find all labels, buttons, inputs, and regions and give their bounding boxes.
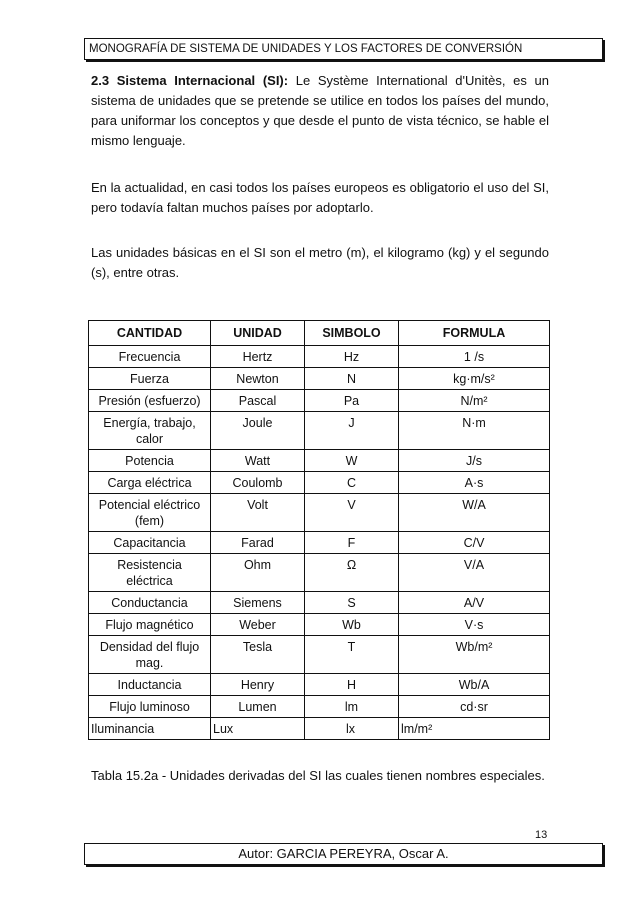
cell-formula: A·s [399,472,550,494]
cell-simbolo: N [305,368,399,390]
cell-formula: N·m [399,412,550,450]
cell-simbolo: Hz [305,346,399,368]
cell-simbolo: T [305,636,399,674]
cell-cantidad: Carga eléctrica [89,472,211,494]
cell-cantidad: Flujo luminoso [89,696,211,718]
cell-cantidad: Resistencia eléctrica [89,554,211,592]
table-row [89,592,550,614]
cell-cantidad: Presión (esfuerzo) [89,390,211,412]
cell-formula: N/m² [399,390,550,412]
cell-formula: A/V [399,592,550,614]
table-row [89,636,550,674]
cell-simbolo: F [305,532,399,554]
cell-formula: W/A [399,494,550,532]
cell-cantidad: Densidad del flujo mag. [89,636,211,674]
cell-formula: Wb/m² [399,636,550,674]
paragraph-text: Le Système International d'Unitès, es un sistema de unidades que se pretende se utilice en todos los países del mundo, para uniformar los conceptos y que desde el punto de vista técnico, se hable el mismo lenguaje. [91,73,549,148]
cell-unidad: Farad [211,532,305,554]
cell-formula: 1 /s [399,346,550,368]
derived-units-table [88,320,550,740]
table-row [89,718,550,740]
paragraph-si-definition [91,71,549,151]
page-number: 13 [535,829,548,841]
table-row [89,472,550,494]
table-row [89,368,550,390]
table-row [89,346,550,368]
cell-unidad: Joule [211,412,305,450]
header-cantidad: CANTIDAD [89,321,211,346]
header-formula: FORMULA [399,321,550,346]
cell-formula: V·s [399,614,550,636]
header-title: MONOGRAFÍA DE SISTEMA DE UNIDADES Y LOS FACTORES DE CONVERSIÓN [89,43,523,55]
table-row [89,614,550,636]
table-row [89,532,550,554]
table-row [89,390,550,412]
table-row [89,412,550,450]
cell-cantidad: Fuerza [89,368,211,390]
cell-simbolo: V [305,494,399,532]
cell-formula: V/A [399,554,550,592]
cell-simbolo: H [305,674,399,696]
paragraph-europe: En la actualidad, en casi todos los países europeos es obligatorio el uso del SI, pero todavía faltan muchos países por adoptarlo. [91,180,549,215]
cell-formula: lm/m² [399,718,550,740]
cell-unidad: Coulomb [211,472,305,494]
footer-author: Autor: GARCIA PEREYRA, Oscar A. [238,846,449,861]
cell-cantidad: Inductancia [89,674,211,696]
cell-unidad: Watt [211,450,305,472]
page-footer [84,843,603,865]
cell-simbolo: J [305,412,399,450]
cell-formula: cd·sr [399,696,550,718]
cell-formula: C/V [399,532,550,554]
cell-unidad: Volt [211,494,305,532]
cell-simbolo: Ω [305,554,399,592]
header-simbolo: SIMBOLO [305,321,399,346]
header-unidad: UNIDAD [211,321,305,346]
cell-unidad: Lux [211,718,305,740]
table-row [89,450,550,472]
cell-cantidad: Iluminancia [89,718,211,740]
cell-unidad: Lumen [211,696,305,718]
cell-cantidad: Potencial eléctrico (fem) [89,494,211,532]
cell-unidad: Pascal [211,390,305,412]
cell-simbolo: W [305,450,399,472]
cell-unidad: Tesla [211,636,305,674]
cell-simbolo: lx [305,718,399,740]
table-caption: Tabla 15.2a - Unidades derivadas del SI las cuales tienen nombres especiales. [91,768,545,783]
cell-unidad: Henry [211,674,305,696]
cell-simbolo: Wb [305,614,399,636]
cell-unidad: Ohm [211,554,305,592]
cell-unidad: Hertz [211,346,305,368]
cell-simbolo: S [305,592,399,614]
cell-cantidad: Potencia [89,450,211,472]
cell-formula: Wb/A [399,674,550,696]
cell-simbolo: Pa [305,390,399,412]
cell-unidad: Weber [211,614,305,636]
cell-cantidad: Energía, trabajo, calor [89,412,211,450]
cell-simbolo: C [305,472,399,494]
cell-cantidad: Conductancia [89,592,211,614]
table-row [89,554,550,592]
cell-simbolo: lm [305,696,399,718]
table-row [89,696,550,718]
cell-cantidad: Frecuencia [89,346,211,368]
table-row [89,494,550,532]
section-heading: 2.3 Sistema Internacional (SI): [91,73,289,88]
paragraph-base-units: Las unidades básicas en el SI son el metro (m), el kilogramo (kg) y el segundo (s), entre otras. [91,245,549,280]
cell-formula: J/s [399,450,550,472]
table-header-row [89,321,550,346]
cell-cantidad: Flujo magnético [89,614,211,636]
cell-cantidad: Capacitancia [89,532,211,554]
cell-formula: kg·m/s² [399,368,550,390]
cell-unidad: Newton [211,368,305,390]
cell-unidad: Siemens [211,592,305,614]
table-row [89,674,550,696]
page-header [84,38,603,60]
